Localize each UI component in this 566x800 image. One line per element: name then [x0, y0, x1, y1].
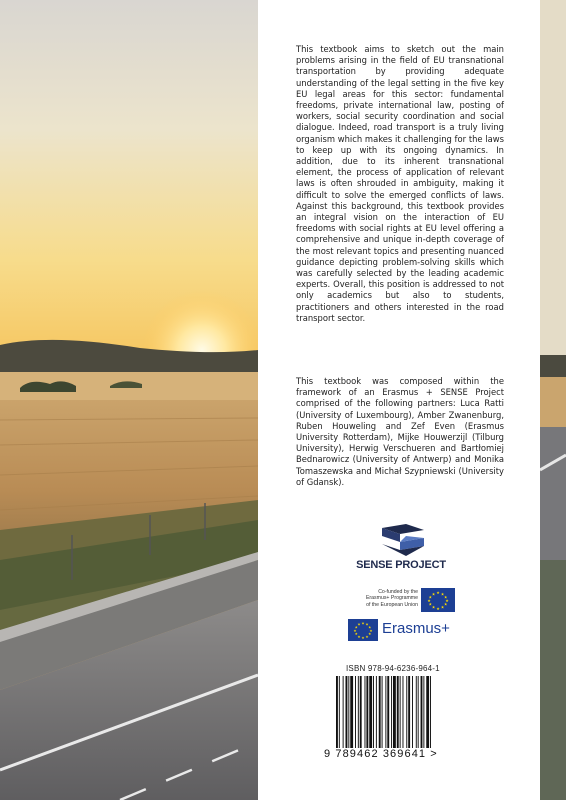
- svg-text:★: ★: [365, 634, 369, 639]
- sense-project-logo: [354, 524, 448, 576]
- svg-text:★: ★: [443, 594, 448, 600]
- cofunded-text: [344, 589, 418, 608]
- svg-text:★: ★: [365, 622, 369, 627]
- barcode-digits: 9 789462 369641 >: [324, 748, 438, 760]
- svg-text:★: ★: [431, 604, 436, 610]
- barcode-icon: [334, 676, 458, 748]
- cofund-line-3: of the European Union: [366, 601, 418, 608]
- svg-text:★: ★: [436, 590, 440, 595]
- eu-flag-icon: [421, 588, 455, 612]
- svg-text:★: ★: [440, 591, 445, 597]
- svg-text:★: ★: [353, 628, 357, 633]
- svg-text:★: ★: [354, 632, 358, 636]
- svg-text:★: ★: [443, 601, 448, 607]
- description-paragraph: This textbook aims to sketch out the main problems arising in the field of EU transnational transportation by providing adequate understanding of the legal setting in the five key EU legal areas for this sector: fundamental freedoms, private international law, posting of workers, social security coordination and social dialogue. Indeed, road transport is a truly living organism which makes it challenging for the laws to keep up with its ongoing dynamics. In addition, due to its inherent transnational element, the process of application of relevant laws is often shrouded in ambiguity, making it difficult to solve the emerged conflicts of laws. Against this background, this textbook provides an integral vision on the interaction of EU freedoms with social rights at EU level offering a comprehensive and unique in-depth coverage of the most relevant topics and presenting nuanced guidance depicting problem-solving skills which was carefully selected by the leading academic experts. Overall, this position is addressed to not only academics but also to students, practitioners and others interested in the road transport sector.: [296, 44, 504, 323]
- svg-text:★: ★: [354, 625, 358, 630]
- erasmus-plus-text: Erasmus+: [382, 620, 450, 637]
- sense-logo-text: SENSE PROJECT: [356, 559, 446, 571]
- svg-text:★: ★: [361, 621, 365, 626]
- svg-text:★: ★: [368, 625, 372, 630]
- svg-text:★: ★: [436, 606, 440, 611]
- svg-text:★: ★: [431, 591, 436, 597]
- svg-text:★: ★: [357, 634, 361, 639]
- cofund-line-2: Erasmus+ Programme: [365, 595, 418, 602]
- erasmus-plus-logo: [348, 619, 468, 641]
- cover-photo-left: [0, 0, 258, 800]
- svg-text:★: ★: [428, 601, 433, 607]
- svg-text:★: ★: [361, 636, 365, 641]
- svg-text:★: ★: [440, 604, 445, 610]
- svg-text:★: ★: [428, 594, 433, 600]
- svg-text:★: ★: [427, 598, 431, 603]
- svg-text:★: ★: [369, 628, 373, 633]
- cofund-line-1: Co-funded by the: [378, 589, 418, 595]
- sense-s-logo-icon: [376, 524, 430, 556]
- partners-paragraph: This textbook was composed within the framework of an Erasmus + SENSE Project comprised of the following partners: Luca Ratti (University of Luxembourg), Amber Zwanenburg, Ruben Houweling and Zef Even (Erasmus University Rotterdam), Mijke Houwerzijl (Tilburg University), Herwig Verschueren and Bartłomiej Bednarowicz (University of Antwerp) and Monika Tomaszewska and Michał Szypniewski (University of Gdansk).: [296, 376, 504, 487]
- cover-photo-right: [540, 0, 566, 800]
- back-cover-panel: [258, 0, 540, 800]
- cofunded-block: [344, 588, 456, 614]
- isbn-label: ISBN 978-94-6236-964-1: [346, 664, 440, 673]
- svg-text:★: ★: [445, 598, 449, 603]
- svg-text:★: ★: [357, 622, 361, 627]
- svg-text:★: ★: [368, 632, 372, 636]
- eu-flag-icon: [348, 619, 378, 641]
